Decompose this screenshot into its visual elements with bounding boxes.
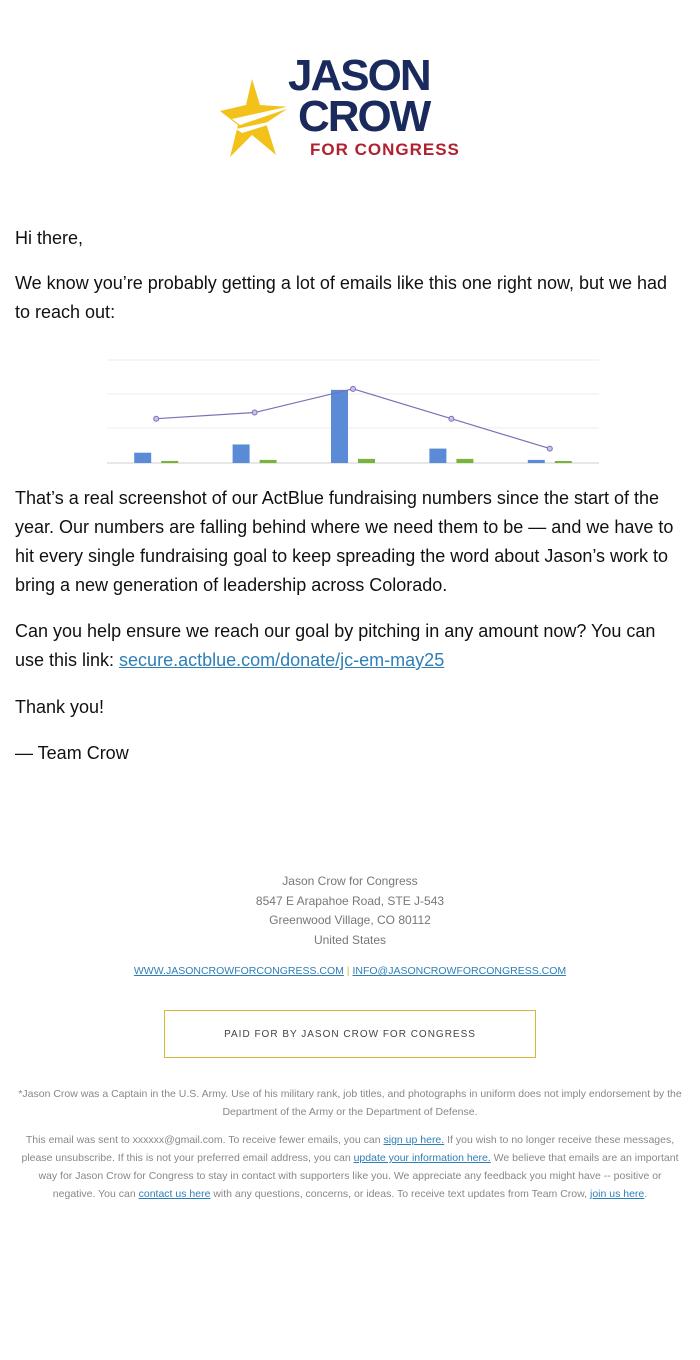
footer-city: Greenwood Village, CO 80112: [269, 913, 431, 927]
legal-text-4: with any questions, concerns, or ideas. To receive text updates from Team Crow,: [210, 1188, 590, 1200]
legal-text-2: If you wish to no longer receive these messages, please unsubscribe. If this is not your preferred email address, you can: [21, 1134, 675, 1164]
ask-prefix: Can you help ensure we reach our goal by pitching in any amount now? You can use this link:: [15, 621, 656, 670]
campaign-logo: [220, 50, 480, 165]
legal-notice: [18, 1131, 682, 1203]
contact-link[interactable]: contact us here: [138, 1188, 211, 1200]
chart-series-line: [156, 389, 550, 449]
chart-line-point: [351, 386, 356, 391]
legal-text-1: This email was sent to xxxxxx@gmail.com. To receive fewer emails, you can: [25, 1134, 384, 1146]
chart-bar: [456, 459, 473, 463]
paid-for-box: [164, 1010, 536, 1058]
fundraising-chart: [107, 357, 599, 467]
website-link[interactable]: WWW.JASONCROWFORCONGRESS.COM: [133, 965, 344, 977]
chart-bar: [331, 390, 348, 463]
logo-for-congress: FOR CONGRESS: [310, 140, 460, 159]
legal-text-5: .: [644, 1188, 648, 1200]
chart-bar: [233, 444, 250, 463]
email-link[interactable]: INFO@JASONCROWFORCONGRESS.COM: [352, 965, 567, 977]
explanation-text: That’s a real screenshot of our ActBlue fundraising numbers since the start of the year. Our numbers are falling behind where we need them to be — and we have to hit every single fundraising goal to keep spreading the word about Jason’s work to bring a new generation of leadership across Colorado.: [15, 488, 674, 595]
intro-text: We know you’re probably getting a lot of emails like this one right now, but we had to reach out:: [15, 273, 668, 322]
explanation-paragraph: [15, 484, 685, 600]
footer-address: [0, 872, 700, 950]
chart-bar: [358, 459, 375, 463]
legal-text-3: We believe that emails are an important way for Jason Crow for Congress to stay in contact with supporters like you. We appreciate any feedback you might have -- positive or negative. You can: [38, 1152, 679, 1200]
greeting: [15, 224, 685, 253]
chart-line-point: [154, 416, 159, 421]
chart-bar: [260, 460, 277, 463]
link-separator: |: [346, 965, 350, 977]
signoff: [15, 739, 685, 768]
military-disclaimer: *Jason Crow was a Captain in the U.S. Army. Use of his military rank, job titles, and photographs in uniform does not imply endorsement by the Department of the Army or the Department of Defense.: [18, 1088, 682, 1118]
footer-street: 8547 E Arapahoe Road, STE J-543: [255, 893, 445, 908]
ask-paragraph: [15, 617, 685, 675]
chart-bar: [429, 449, 446, 463]
footer-country: United States: [313, 932, 387, 947]
join-link[interactable]: join us here: [589, 1188, 645, 1200]
sign-up-link[interactable]: sign up here.: [383, 1134, 445, 1146]
chart-line-point: [252, 410, 257, 415]
logo-name-last: CROW: [298, 92, 430, 141]
chart-bar: [134, 453, 151, 463]
donate-link[interactable]: secure.actblue.com/donate/jc-em-may25: [119, 650, 445, 670]
chart-bar: [555, 461, 572, 463]
greeting-text: Hi there,: [15, 228, 84, 248]
signoff-text: — Team Crow: [15, 743, 129, 763]
chart-bar: [161, 461, 178, 463]
chart-line-point: [547, 446, 552, 451]
update-info-link[interactable]: update your information here.: [353, 1152, 491, 1164]
intro-paragraph: [15, 269, 685, 327]
footer-links: [0, 965, 700, 977]
logo-name-first: JASON: [288, 51, 430, 100]
ask-text: [15, 617, 685, 675]
footer-org: Jason Crow for Congress: [282, 874, 418, 888]
paid-for-text: PAID FOR BY JASON CROW FOR CONGRESS: [224, 1028, 476, 1040]
thanks-text: Thank you!: [15, 697, 105, 717]
thanks: [15, 693, 685, 722]
chart-line-point: [449, 416, 454, 421]
chart-bar: [528, 460, 545, 463]
